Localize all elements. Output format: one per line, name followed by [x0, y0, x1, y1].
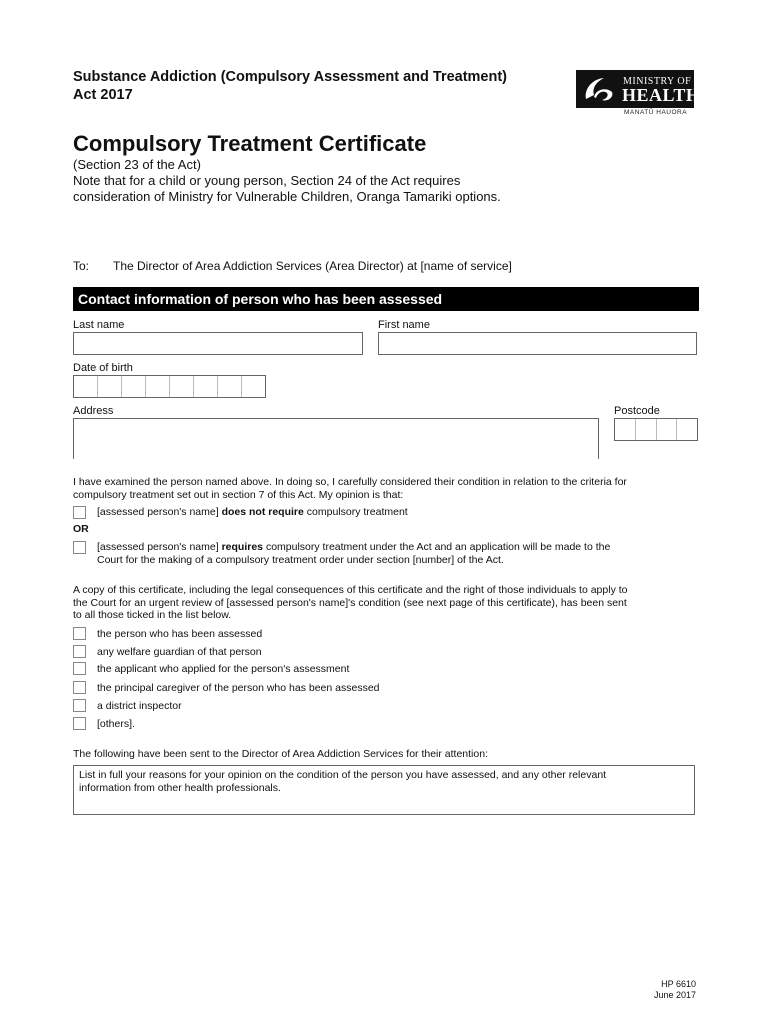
to-recipient: The Director of Area Addiction Services (Area Director) at [name of service]: [113, 259, 512, 273]
to-label: To:: [73, 259, 90, 273]
recipient-checkbox[interactable]: [73, 717, 86, 730]
recipient-label: a district inspector: [97, 700, 182, 712]
opinion-not-required-checkbox[interactable]: [73, 506, 86, 519]
section-reference: (Section 23 of the Act): [73, 157, 201, 172]
address-label: Address: [73, 405, 114, 417]
opinion-intro-line2: compulsory treatment set out in section 7 of this Act. My opinion is that:: [73, 488, 404, 501]
option1-bold: does not require: [221, 506, 304, 518]
page-title: Compulsory Treatment Certificate: [73, 131, 427, 156]
copy-line3: to all those ticked in the list below.: [73, 609, 232, 621]
logo-box: [576, 70, 701, 108]
note-line1: Note that for a child or young person, Section 24 of the Act requires: [73, 173, 461, 188]
recipient-checkbox[interactable]: [73, 627, 86, 640]
recipient-label: the applicant who applied for the person's assessment: [97, 663, 350, 675]
copy-line2: the Court for an urgent review of [assessed person's name]'s condition (see next page of this certificate), has been sent: [73, 596, 627, 609]
reasons-line1: List in full your reasons for your opinion on the condition of the person you have assessed, and any other relevant: [79, 769, 607, 781]
form-date: June 2017: [653, 990, 696, 1000]
recipient-checkbox[interactable]: [73, 681, 86, 694]
recipient-label: [others].: [97, 718, 135, 730]
option2-line2: Court for the making of a compulsory treatment order under section [number] of the Act.: [97, 553, 504, 566]
option2-bold: requires: [221, 541, 264, 553]
recipient-label: any welfare guardian of that person: [97, 646, 262, 658]
copy-paragraph: [73, 584, 693, 622]
option1-post: compulsory treatment: [306, 506, 408, 518]
recipient-label: the person who has been assessed: [97, 628, 263, 640]
or-label: OR: [73, 523, 89, 535]
address-field[interactable]: [73, 418, 599, 459]
recipient-checkbox[interactable]: [73, 662, 86, 675]
opinion-required-checkbox[interactable]: [73, 541, 86, 554]
note-line2: consideration of Ministry for Vulnerable Children, Oranga Tamariki options.: [73, 189, 501, 204]
opinion-required-label: [97, 541, 697, 566]
koru-icon: [582, 75, 618, 103]
postcode-field[interactable]: [614, 418, 698, 441]
contact-section-heading: Contact information of person who has been assessed: [73, 287, 699, 311]
logo-line2: HEALTH: [622, 85, 701, 105]
option2-pre: [assessed person's name]: [97, 541, 219, 553]
ministry-of-health-logo: [576, 70, 701, 120]
act-title: [73, 68, 563, 104]
recipient-checkbox[interactable]: [73, 645, 86, 658]
postcode-label: Postcode: [614, 405, 660, 417]
reasons-line2: information from other health professionals.: [79, 781, 281, 794]
dob-label: Date of birth: [73, 362, 133, 374]
act-title-line1: Substance Addiction (Compulsory Assessment and Treatment): [73, 69, 508, 85]
copy-line1: A copy of this certificate, including the legal consequences of this certificate and the right of those individuals to apply to: [73, 584, 628, 596]
first-name-label: First name: [378, 319, 430, 331]
first-name-field[interactable]: [378, 332, 697, 355]
opinion-intro: [73, 476, 693, 501]
last-name-field[interactable]: [73, 332, 363, 355]
act-title-line2: Act 2017: [73, 87, 133, 103]
logo-line1: MINISTRY OF: [623, 76, 692, 87]
reasons-field[interactable]: [73, 765, 695, 815]
form-code: HP 6610: [661, 979, 696, 989]
logo-subtitle: MANATŪ HAUORA: [624, 109, 688, 116]
sent-to-director-text: The following have been sent to the Director of Area Addiction Services for their attention:: [73, 748, 488, 760]
recipient-label: the principal caregiver of the person who has been assessed: [97, 682, 380, 694]
dob-field[interactable]: [73, 375, 266, 398]
last-name-label: Last name: [73, 319, 125, 331]
recipient-checkbox[interactable]: [73, 699, 86, 712]
opinion-not-required-label: [97, 506, 408, 519]
option1-pre: [assessed person's name]: [97, 506, 219, 518]
option2-post: compulsory treatment under the Act and an application will be made to the: [265, 541, 611, 553]
opinion-intro-line1: I have examined the person named above. In doing so, I carefully considered their condition in relation to the criteria for: [73, 476, 627, 488]
